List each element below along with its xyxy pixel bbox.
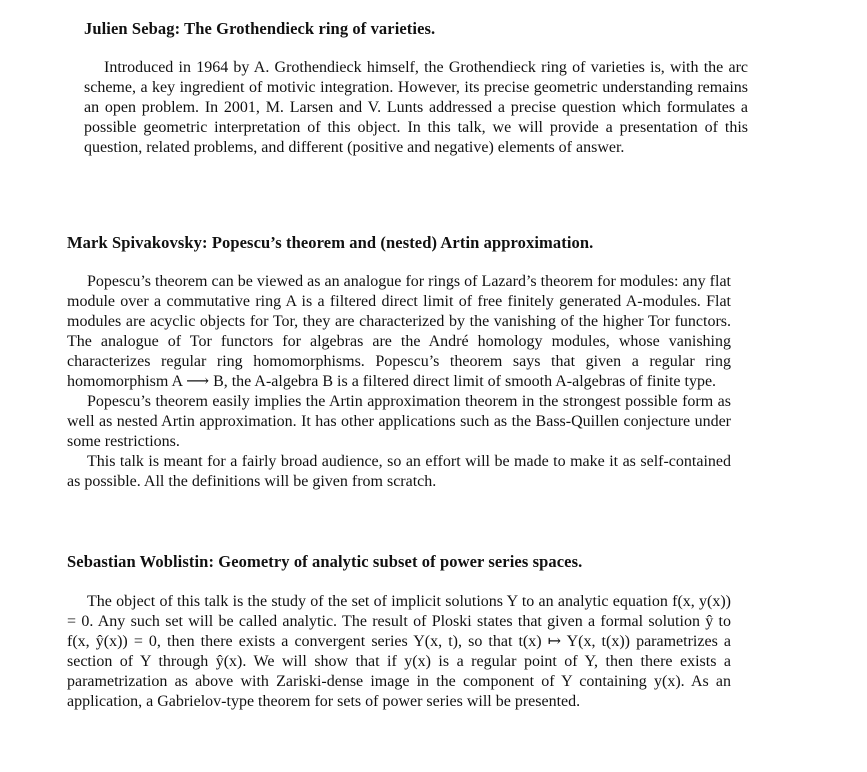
abstract-paragraph: Introduced in 1964 by A. Grothendieck himself, the Grothendieck ring of varieties is, with the arc scheme, a key ingredient of motivic integration. However, its precise geometric understanding remains an open problem. In 2001, M. Larsen and V. Lunts addressed a precise question which formulates a possible geometric interpretation of this object. In this talk, we will provide a presentation of this question, related problems, and different (positive and negative) elements of answer. [84, 59, 748, 156]
abstract-body [67, 272, 731, 492]
abstract-body [67, 592, 731, 712]
abstract-title: Mark Spivakovsky: Popescu’s theorem and (nested) Artin approximation. [67, 233, 594, 252]
abstract-title: Sebastian Woblistin: Geometry of analytic subset of power series spaces. [67, 552, 583, 571]
abstract-paragraph: Popescu’s theorem can be viewed as an analogue for rings of Lazard’s theorem for modules: any flat module over a commutative ring A is a filtered direct limit of free finitely generated A-modules. Flat modules are acyclic objects for Tor, they are characterized by the vanishing of the higher Tor functors. The analogue of Tor functors for algebras are the André homology modules, whose vanishing characterizes regular ring homomorphisms. Popescu’s theorem says that given a regular ring homomorphism A ⟶ B, the A-algebra B is a filtered direct limit of smooth A-algebras of finite type. [67, 273, 731, 390]
abstract-paragraph: The object of this talk is the study of the set of implicit solutions Y to an analytic equation f(x, y(x)) = 0. Any such set will be called analytic. The result of Ploski states that given a formal solution ŷ to f(x, ŷ(x)) = 0, then there exists a convergent series Y(x, t), so that t(x) ↦ Y(x, t(x)) parametrizes a section of Y through ŷ(x). We will show that if y(x) is a regular point of Y, then there exists a parametrization as above with Zariski-dense image in the component of Y containing y(x). As an application, a Gabrielov-type theorem for sets of power series will be presented. [67, 593, 731, 710]
abstract-paragraph: This talk is meant for a fairly broad audience, so an effort will be made to make it as self-contained as possible. All the definitions will be given from scratch. [67, 453, 731, 490]
abstract-title: Julien Sebag: The Grothendieck ring of varieties. [84, 19, 436, 38]
abstract-paragraph: Popescu’s theorem easily implies the Artin approximation theorem in the strongest possible form as well as nested Artin approximation. It has other applications such as the Bass-Quillen conjecture under some restrictions. [67, 393, 731, 450]
abstract-body [84, 58, 748, 158]
